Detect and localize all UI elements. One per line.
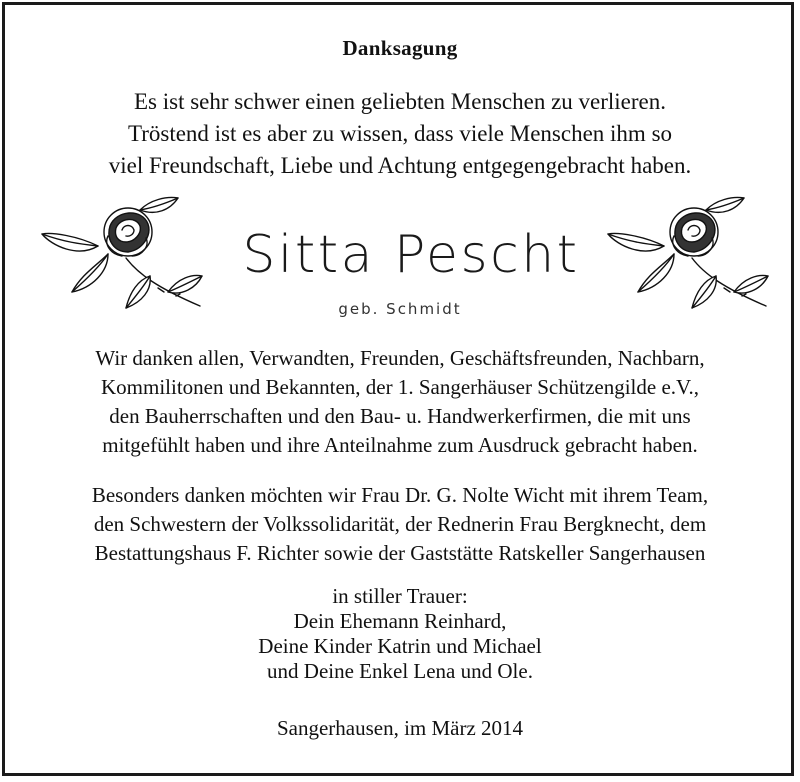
mourners-line: und Deine Enkel Lena und Ole.	[267, 659, 533, 683]
place-date: Sangerhausen, im März 2014	[276, 716, 524, 740]
mourners-line: in stiller Trauer:	[332, 584, 468, 608]
birth-name: geb. Schmidt	[338, 300, 462, 318]
intro-line: Tröstend ist es aber zu wissen, dass viele Menschen ihm so	[127, 121, 673, 146]
thanks-line: Wir danken allen, Verwandten, Freunden, Geschäftsfreunden, Nachbarn,	[95, 346, 705, 370]
intro-line: viel Freundschaft, Liebe und Achtung entgegengebracht haben.	[108, 153, 692, 178]
deceased-name: Sitta Pescht	[242, 225, 580, 285]
special-thanks-line: Besonders danken möchten wir Frau Dr. G. Nolte Wicht mit ihrem Team,	[91, 483, 709, 507]
intro-text	[0, 86, 800, 182]
notice-title: Danksagung	[342, 36, 458, 60]
thanks-line: Kommilitonen und Bekannten, der 1. Sangerhäuser Schützengilde e.V.,	[101, 375, 699, 399]
thanks-line: mitgefühlt haben und ihre Anteilnahme zum Ausdruck gebracht haben.	[102, 433, 698, 457]
intro-line: Es ist sehr schwer einen geliebten Menschen zu verlieren.	[134, 89, 666, 114]
special-thanks-line: Bestattungshaus F. Richter sowie der Gaststätte Ratskeller Sangerhausen	[94, 541, 706, 565]
thanks-paragraph	[0, 344, 800, 460]
mourners-line: Dein Ehemann Reinhard,	[293, 609, 507, 633]
special-thanks-paragraph	[0, 481, 800, 568]
mourners-line: Deine Kinder Katrin und Michael	[258, 634, 542, 658]
mourners-block	[0, 584, 800, 684]
special-thanks-line: den Schwestern der Volkssolidarität, der Rednerin Frau Bergknecht, dem	[93, 512, 707, 536]
thanks-line: den Bauherrschaften und den Bau- u. Handwerkerfirmen, die mit uns	[109, 404, 691, 428]
